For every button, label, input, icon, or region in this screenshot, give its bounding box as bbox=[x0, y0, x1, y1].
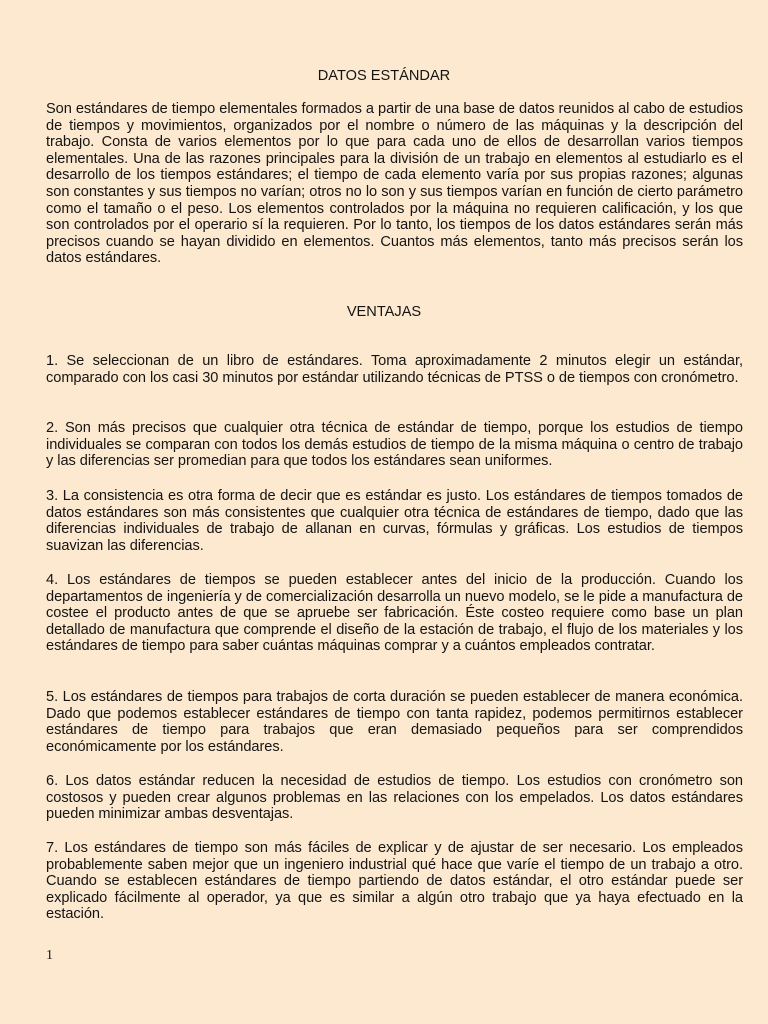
section-title-ventajas: VENTAJAS bbox=[346, 304, 422, 320]
advantage-paragraph: 1. Se seleccionan de un libro de estándares. Toma aproximadamente 2 minutos elegir un estándar, comparado con los casi 30 minutos por estándar utilizando técnicas de PTSS o de tiempos con cronómetro. bbox=[46, 353, 743, 386]
advantage-paragraph: 2. Son más precisos que cualquier otra técnica de estándar de tiempo, porque los estudios de tiempo individuales se comparan con todos los demás estudios de tiempo de la misma máquina o centro de trabajo y las diferencias ser promedian para que todos los estándares sean uniformes. bbox=[46, 420, 743, 470]
advantage-paragraph: 5. Los estándares de tiempos para trabajos de corta duración se pueden establecer de manera económica. Dado que podemos establecer estándares de tiempo con tanta rapidez, podemos permitirnos establecer estándares de tiempo para trabajos que eran demasiado pequeños para ser comprendidos económicamente por los estándares. bbox=[46, 689, 743, 755]
advantage-paragraph: 4. Los estándares de tiempos se pueden establecer antes del inicio de la producción. Cuando los departamentos de ingeniería y de comercialización desarrolla un nuevo modelo, se le pide a manufactura de costee el producto antes de que se apruebe ser fabricación. Éste costeo requiere como base un plan detallado de manufactura que comprende el diseño de la estación de trabajo, el flujo de los materiales y los estándares de tiempo para saber cuántas máquinas comprar y a cuántos empleados contratar. bbox=[46, 572, 743, 655]
advantage-paragraph: 3. La consistencia es otra forma de decir que es estándar es justo. Los estándares de tiempos tomados de datos estándares son más consistentes que cualquier otra técnica de estándares de tiempo, dado que las diferencias individuales de trabajo de allanan en curvas, fórmulas y gráficas. Los estudios de tiempos suavizan las diferencias. bbox=[46, 488, 743, 554]
document-title: DATOS ESTÁNDAR bbox=[317, 68, 451, 84]
intro-paragraph: Son estándares de tiempo elementales formados a partir de una base de datos reunidos al cabo de estudios de tiempos y movimientos, organizados por el nombre o número de las máquinas y la descripción del trabajo. Consta de varios elementos por lo que para cada uno de ellos de desarrollan varios tiempos elementales. Una de las razones principales para la división de un trabajo en elementos al estudiarlo es el desarrollo de los tiempos estándares; el tiempo de cada elemento varía por sus propias razones; algunas son constantes y sus tiempos no varían; otros no lo son y sus tiempos varían en función de cierto parámetro como el tamaño o el peso. Los elementos controlados por la máquina no requieren calificación, y los que son controlados por el operario sí la requieren. Por lo tanto, los tiempos de los datos estándares serán más precisos cuando se hayan dividido en elementos. Cuantos más elementos, tanto más precisos serán los datos estándares. bbox=[46, 101, 743, 267]
advantage-paragraph: 7. Los estándares de tiempo son más fáciles de explicar y de ajustar de ser necesario. Los empleados probablemente saben mejor que un ingeniero industrial qué hace que varíe el tiempo de un trabajo a otro. Cuando se establecen estándares de tiempo partiendo de datos estándar, el otro estándar puede ser explicado fácilmente al operador, ya que es similar a algún otro trabajo que ya haya efectuado en la estación. bbox=[46, 840, 743, 923]
page-number: 1 bbox=[46, 948, 53, 963]
advantage-paragraph: 6. Los datos estándar reducen la necesidad de estudios de tiempo. Los estudios con cronómetro son costosos y pueden crear algunos problemas en las relaciones con los empelados. Los datos estándares pueden minimizar ambas desventajas. bbox=[46, 773, 743, 823]
